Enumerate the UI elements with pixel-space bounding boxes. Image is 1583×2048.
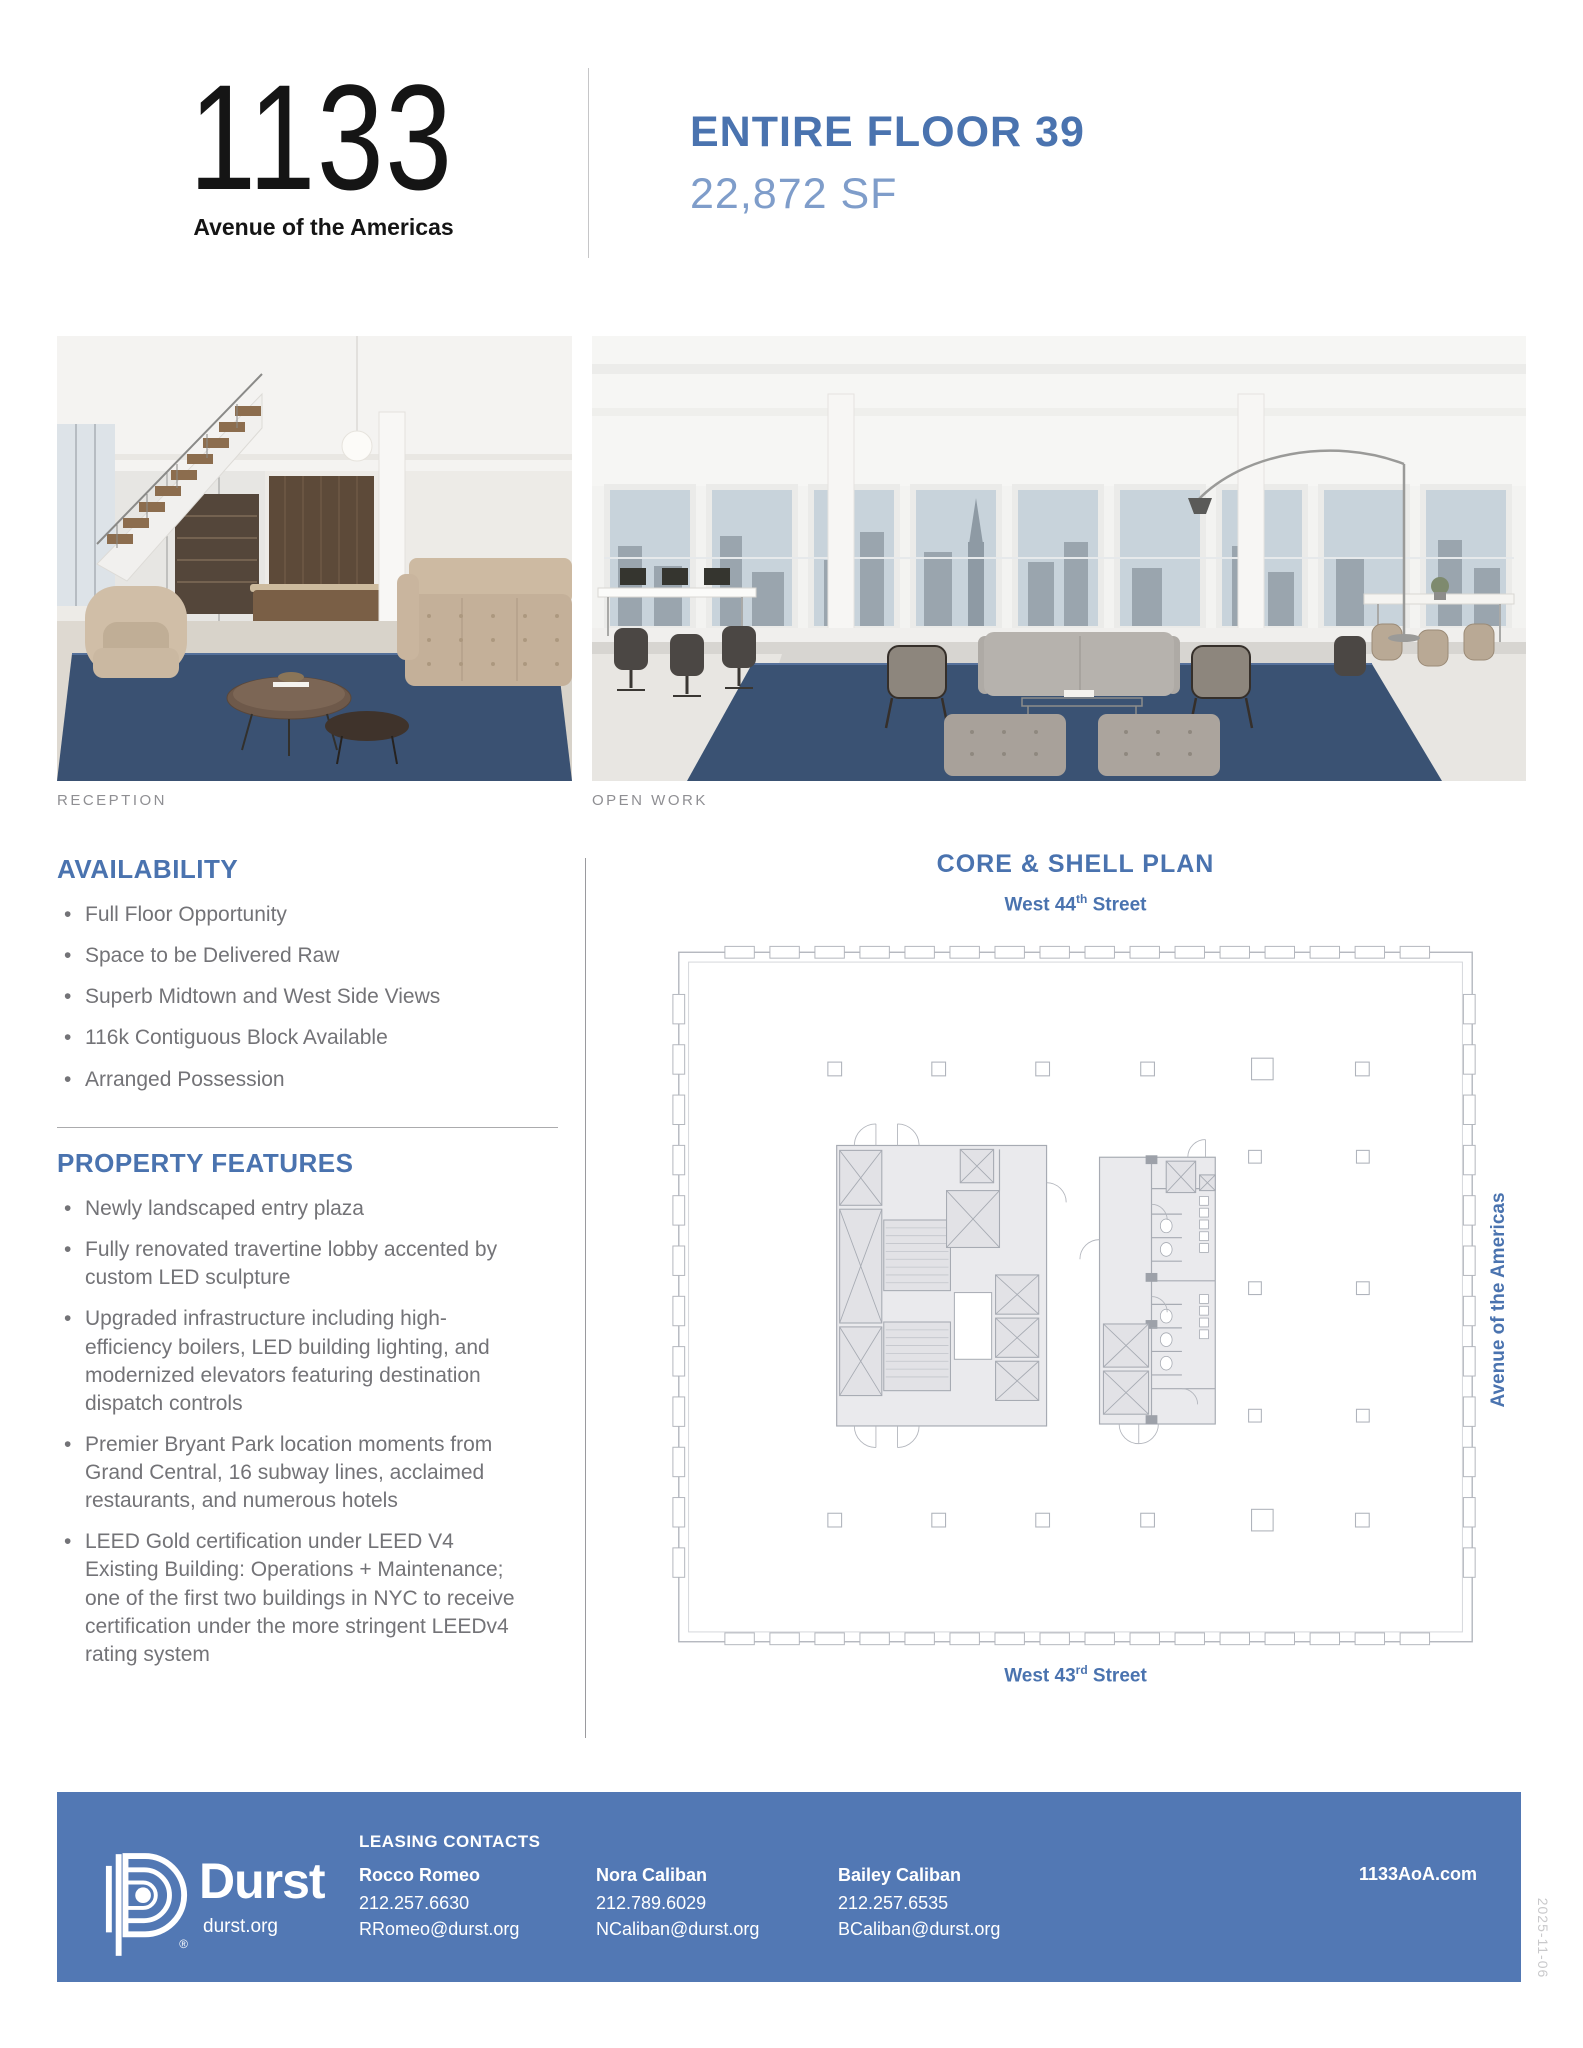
contact-email[interactable]: RRomeo@durst.org [359, 1919, 520, 1939]
floor-plan-drawing [668, 940, 1483, 1654]
street-label-text: West 44 [1004, 894, 1076, 916]
street-label-sup: rd [1075, 1663, 1088, 1677]
building-street-logo: Avenue of the Americas [193, 214, 454, 240]
property-features-list [57, 1195, 517, 1669]
left-core [837, 1124, 1066, 1448]
contact-phone: 212.789.6029 [596, 1893, 707, 1913]
building-number-logo: 1133 [189, 53, 454, 221]
list-item: • Space to be Delivered Raw [57, 942, 517, 970]
street-label-text: Street [1087, 894, 1147, 916]
contact-name: Bailey Caliban [838, 1865, 962, 1885]
header-divider [588, 68, 589, 258]
footer [57, 1792, 1521, 1982]
open-work-photo [592, 336, 1526, 781]
brand-url[interactable]: durst.org [203, 1916, 278, 1937]
street-label-sup: th [1076, 892, 1088, 906]
availability-list [57, 901, 517, 1094]
leasing-contact [838, 1862, 1058, 1942]
availability-section [57, 854, 562, 1107]
floor-plan [668, 940, 1483, 1654]
leasing-contact [359, 1862, 579, 1942]
reception-photo-illustration [57, 336, 572, 781]
page-title: ENTIRE FLOOR 39 [690, 108, 1085, 156]
avenue-label-text: Avenue of the Americas [1488, 1192, 1509, 1408]
leasing-contact [596, 1862, 816, 1942]
list-item: • LEED Gold certification under LEED V4 Existing Building: Operations + Maintenance; one of the first two buildings in NYC to receive certification under the more stringent LEEDv4 rating system [57, 1528, 517, 1669]
column-divider [585, 858, 586, 1738]
sofa-shape [397, 558, 572, 686]
list-item: • Full Floor Opportunity [57, 901, 517, 929]
property-features-section [57, 1148, 562, 1682]
website-link[interactable]: 1133AoA.com [1358, 1864, 1477, 1884]
list-item: • Premier Bryant Park location moments from Grand Central, 16 subway lines, acclaimed restaurants, and numerous hotels [57, 1431, 517, 1515]
registered-mark: ® [179, 1938, 188, 1952]
contact-email[interactable]: BCaliban@durst.org [838, 1919, 1001, 1939]
list-item: • Arranged Possession [57, 1066, 517, 1094]
plan-heading: CORE & SHELL PLAN [936, 850, 1215, 878]
contact-name: Rocco Romeo [359, 1865, 481, 1885]
street-label-bottom [668, 1663, 1483, 1687]
list-item: • Fully renovated travertine lobby accented by custom LED sculpture [57, 1236, 517, 1292]
durst-logo-icon [103, 1850, 191, 1960]
list-item: • Upgraded infrastructure including high-efficiency boilers, LED building lighting, and modernized elevators featuring destination dispatch controls [57, 1305, 517, 1418]
list-item: • Newly landscaped entry plaza [57, 1195, 517, 1223]
section-divider [57, 1127, 558, 1128]
brand-name: Durst [199, 1853, 325, 1909]
contact-name: Nora Caliban [596, 1865, 708, 1885]
photo-caption-reception: RECEPTION [57, 792, 168, 809]
contact-phone: 212.257.6630 [359, 1893, 470, 1913]
leasing-contacts-heading: LEASING CONTACTS [359, 1832, 541, 1851]
availability-heading: AVAILABILITY [57, 854, 239, 884]
right-core [1080, 1140, 1215, 1444]
contact-email[interactable]: NCaliban@durst.org [596, 1919, 760, 1939]
date-stamp-text: 2025-11-06 [1535, 1897, 1551, 1979]
list-item: • 116k Contiguous Block Available [57, 1024, 517, 1052]
list-item: • Superb Midtown and West Side Views [57, 983, 517, 1011]
photo-caption-open-work: OPEN WORK [592, 792, 708, 809]
street-label-text: Street [1087, 1665, 1147, 1687]
reception-photo [57, 336, 572, 781]
armchair-shape [85, 586, 187, 678]
street-label-text: West 43 [1004, 1665, 1076, 1687]
sofa-shape [978, 632, 1180, 696]
street-label-top [668, 892, 1483, 916]
property-features-heading: PROPERTY FEATURES [57, 1148, 354, 1178]
open-work-photo-illustration [592, 336, 1526, 781]
contact-phone: 212.257.6535 [838, 1893, 949, 1913]
floor-area: 22,872 SF [690, 170, 898, 218]
